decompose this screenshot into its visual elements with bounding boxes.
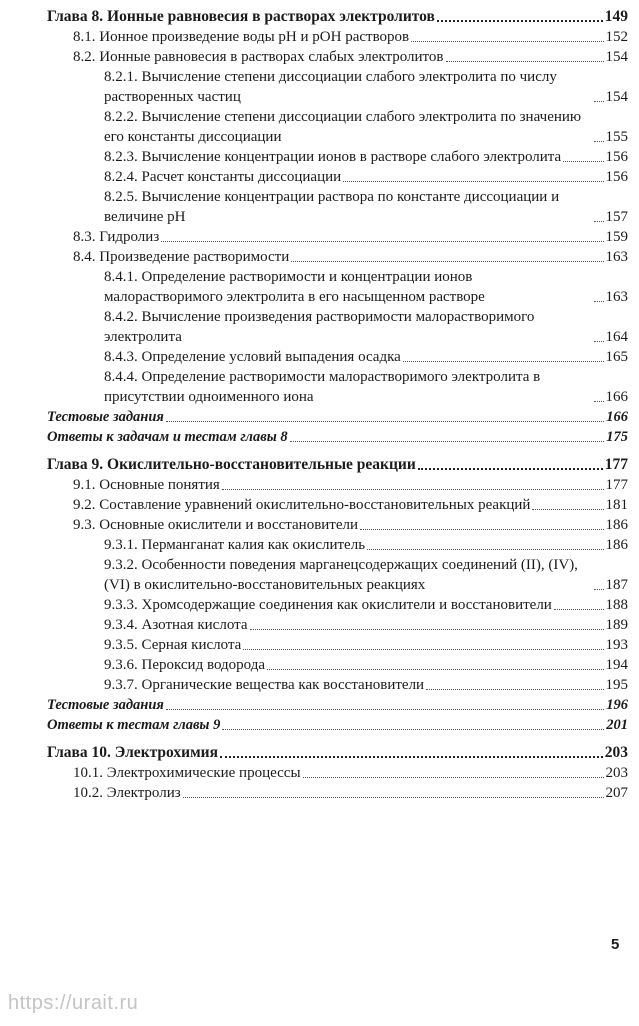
toc-entry[interactable] <box>47 147 628 167</box>
toc-entry-page: 193 <box>605 637 628 653</box>
dot-leader <box>411 41 603 42</box>
dot-leader <box>554 609 604 610</box>
dot-leader <box>250 629 604 630</box>
toc-entry[interactable] <box>47 47 628 67</box>
toc-entry-title: 8.4.1. Определение растворимости и концентрации ионов малорастворимого электролита в его насыщенном растворе <box>104 269 485 305</box>
toc-entry-title: 10.1. Электрохимические процессы <box>73 765 301 781</box>
toc-entry-page: 166 <box>606 409 628 425</box>
toc-entry[interactable] <box>47 495 628 515</box>
toc-entry-page: 166 <box>605 389 628 405</box>
toc-entry-title: Глава 10. Электрохимия <box>47 744 218 761</box>
toc-entry-page: 154 <box>605 89 628 105</box>
dot-leader <box>303 777 604 778</box>
toc-entry[interactable] <box>47 655 628 675</box>
dot-leader <box>243 649 603 650</box>
toc-entry-page: 154 <box>605 49 628 65</box>
toc-entry-title: 8.2.5. Вычисление концентрации раствора по константе диссоциации и величине pH <box>104 189 560 225</box>
toc-entry-title: Тестовые задания <box>47 409 164 425</box>
toc-entry-page: 165 <box>605 349 628 365</box>
toc-entry[interactable] <box>47 427 628 447</box>
toc-entry[interactable] <box>47 247 628 267</box>
toc-entry-title: 9.3.3. Хромсодержащие соединения как окислители и восстановители <box>104 597 552 613</box>
toc-entry[interactable] <box>47 227 628 247</box>
toc-entry-page: 177 <box>605 477 628 493</box>
dot-leader <box>594 141 604 142</box>
toc-entry-page: 186 <box>605 517 628 533</box>
dot-leader <box>594 301 604 302</box>
dot-leader <box>418 468 603 470</box>
toc-entry-title: 8.4.2. Вычисление произведения растворимости малорастворимого электролита <box>104 309 535 345</box>
dot-leader <box>403 361 604 362</box>
toc-entry-page: 163 <box>605 249 628 265</box>
table-of-contents <box>47 6 628 803</box>
dot-leader <box>594 101 604 102</box>
toc-entry[interactable] <box>47 475 628 495</box>
toc-entry[interactable] <box>47 27 628 47</box>
toc-entry-title: 8.2.4. Расчет константы диссоциации <box>104 169 342 185</box>
dot-leader <box>222 729 604 730</box>
dot-leader <box>360 529 603 530</box>
toc-entry-page: 156 <box>605 169 628 185</box>
toc-entry[interactable] <box>47 595 628 615</box>
toc-entry-page: 194 <box>605 657 628 673</box>
toc-entry[interactable] <box>47 635 628 655</box>
toc-entry-title: 8.2.1. Вычисление степени диссоциации слабого электролита по числу растворенных частиц <box>104 69 557 105</box>
toc-entry-title: 9.3.5. Серная кислота <box>104 637 242 653</box>
toc-entry[interactable] <box>47 367 628 407</box>
dot-leader <box>343 181 603 182</box>
dot-leader <box>161 241 603 242</box>
toc-entry-page: 181 <box>605 497 628 513</box>
watermark-url: https://urait.ru <box>8 992 139 1014</box>
toc-entry[interactable] <box>47 515 628 535</box>
toc-entry-title: 8.1. Ионное произведение воды pH и pOH растворов <box>73 29 410 45</box>
toc-entry[interactable] <box>47 742 628 763</box>
toc-entry-page: 175 <box>606 429 628 445</box>
dot-leader <box>594 221 604 222</box>
dot-leader <box>426 689 603 690</box>
toc-entry-title: 10.2. Электролиз <box>73 785 181 801</box>
toc-entry[interactable] <box>47 347 628 367</box>
toc-entry[interactable] <box>47 783 628 803</box>
dot-leader <box>446 61 604 62</box>
toc-entry-page: 159 <box>605 229 628 245</box>
toc-entry-page: 157 <box>605 209 628 225</box>
toc-entry[interactable] <box>47 267 628 307</box>
toc-entry-page: 187 <box>605 577 628 593</box>
toc-entry[interactable] <box>47 167 628 187</box>
toc-entry-page: 155 <box>605 129 628 145</box>
toc-entry[interactable] <box>47 187 628 227</box>
toc-entry-title: 9.3.1. Перманганат калия как окислитель <box>104 537 366 553</box>
toc-entry-title: Глава 8. Ионные равновесия в растворах электролитов <box>47 8 435 25</box>
toc-entry[interactable] <box>47 555 628 595</box>
toc-entry-page: 177 <box>604 456 628 473</box>
toc-entry-page: 203 <box>604 744 628 761</box>
toc-entry[interactable] <box>47 107 628 147</box>
toc-entry[interactable] <box>47 535 628 555</box>
toc-entry-title: Глава 9. Окислительно-восстановительные реакции <box>47 456 416 473</box>
dot-leader <box>594 341 604 342</box>
toc-entry[interactable] <box>47 307 628 347</box>
toc-entry-page: 164 <box>605 329 628 345</box>
toc-entry-page: 149 <box>604 8 628 25</box>
toc-entry[interactable] <box>47 675 628 695</box>
dot-leader <box>220 756 603 758</box>
dot-leader <box>166 421 604 422</box>
toc-entry-title: 8.4.4. Определение растворимости малорастворимого электролита в присутствии одноименного иона <box>104 369 541 405</box>
toc-entry-title: 9.3.7. Органические вещества как восстановители <box>104 677 425 693</box>
dot-leader <box>267 669 603 670</box>
toc-entry[interactable] <box>47 67 628 107</box>
dot-leader <box>183 797 604 798</box>
toc-entry-page: 189 <box>605 617 628 633</box>
toc-entry-page: 186 <box>605 537 628 553</box>
toc-entry-title: 8.4. Произведение растворимости <box>73 249 290 265</box>
toc-entry-page: 156 <box>605 149 628 165</box>
toc-entry-title: 9.3.4. Азотная кислота <box>104 617 248 633</box>
toc-entry-page: 207 <box>605 785 628 801</box>
dot-leader <box>290 441 605 442</box>
toc-entry[interactable] <box>47 6 628 27</box>
dot-leader <box>532 509 603 510</box>
toc-entry-page: 152 <box>605 29 628 45</box>
toc-entry[interactable] <box>47 407 628 427</box>
toc-entry-title: 9.2. Составление уравнений окислительно-восстановительных реакций <box>73 497 531 513</box>
toc-entry-page: 195 <box>605 677 628 693</box>
dot-leader <box>594 401 604 402</box>
toc-entry[interactable] <box>47 763 628 783</box>
toc-entry-title: 9.1. Основные понятия <box>73 477 220 493</box>
dot-leader <box>594 589 604 590</box>
toc-entry-title: 8.2. Ионные равновесия в растворах слабых электролитов <box>73 49 444 65</box>
toc-entry-title: Ответы к тестам главы 9 <box>47 717 221 733</box>
toc-entry[interactable] <box>47 615 628 635</box>
toc-entry-title: Тестовые задания <box>47 697 164 713</box>
toc-entry-title: 8.2.3. Вычисление концентрации ионов в растворе слабого электролита <box>104 149 562 165</box>
toc-entry[interactable] <box>47 695 628 715</box>
dot-leader <box>437 20 603 22</box>
page-number: 5 <box>611 936 620 953</box>
toc-entry[interactable] <box>47 715 628 735</box>
toc-entry-title: 8.2.2. Вычисление степени диссоциации слабого электролита по значению его константы диссоциации <box>104 109 582 145</box>
toc-entry-title: 8.4.3. Определение условий выпадения осадка <box>104 349 401 365</box>
toc-entry-title: 9.3. Основные окислители и восстановители <box>73 517 359 533</box>
dot-leader <box>563 161 603 162</box>
toc-entry-page: 196 <box>606 697 628 713</box>
toc-entry-page: 163 <box>605 289 628 305</box>
toc-entry-title: 8.3. Гидролиз <box>73 229 160 245</box>
dot-leader <box>166 709 604 710</box>
dot-leader <box>291 261 603 262</box>
toc-entry-title: Ответы к задачам и тестам главы 8 <box>47 429 288 445</box>
toc-entry[interactable] <box>47 454 628 475</box>
toc-entry-page: 203 <box>605 765 628 781</box>
toc-entry-title: 9.3.6. Пероксид водорода <box>104 657 266 673</box>
toc-entry-page: 188 <box>605 597 628 613</box>
toc-entry-title: 9.3.2. Особенности поведения марганецсодержащих соединений (II), (IV), (VI) в окислительно-восстановительных реакциях <box>104 557 578 593</box>
toc-entry-page: 201 <box>606 717 628 733</box>
dot-leader <box>367 549 603 550</box>
dot-leader <box>222 489 604 490</box>
